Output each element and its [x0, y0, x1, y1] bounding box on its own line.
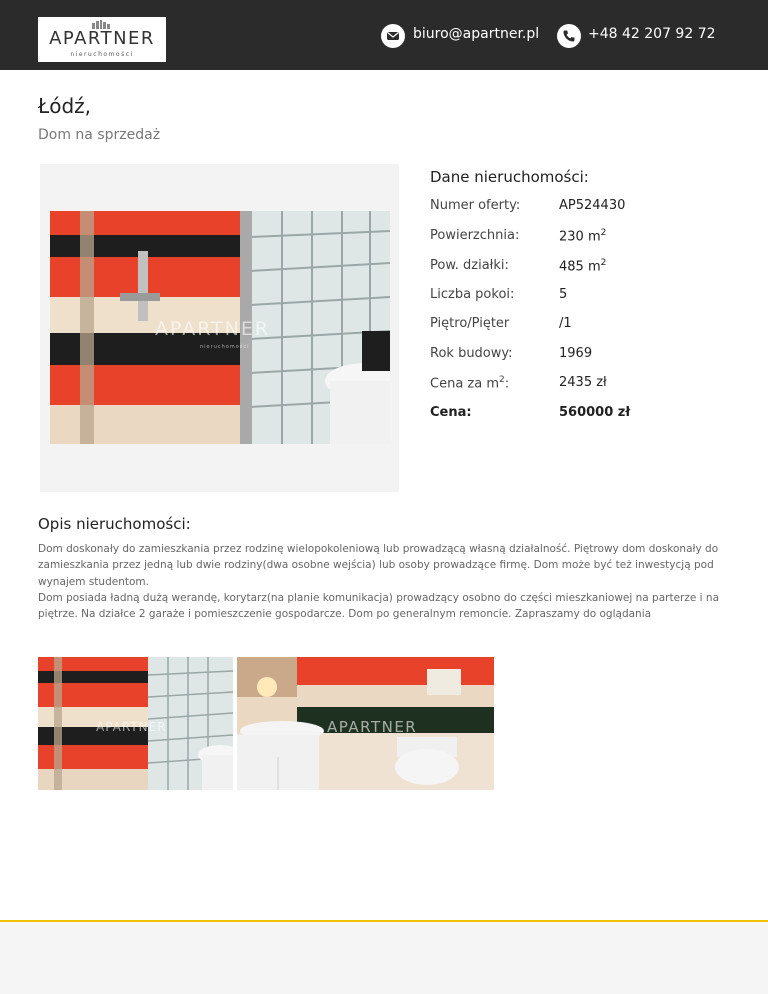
svg-text:APARTNER: APARTNER — [96, 720, 167, 734]
detail-label-floor: Piętro/Pięter — [430, 316, 510, 331]
gallery-thumbnail-1[interactable] — [38, 657, 233, 790]
detail-label-area: Powierzchnia: — [430, 228, 520, 243]
detail-value-year-built: 1969 — [559, 346, 593, 361]
svg-text:APARTNER: APARTNER — [155, 318, 271, 340]
detail-label-rooms: Liczba pokoi: — [430, 287, 515, 302]
logo-tagline: nieruchomości — [70, 51, 134, 58]
email-link[interactable]: biuro@apartner.pl — [413, 26, 540, 42]
site-header — [0, 0, 768, 70]
detail-value-price-per-m2: 2435 zł — [559, 375, 607, 390]
area-unit-exponent: 2 — [600, 228, 607, 238]
description-heading: Opis nieruchomości: — [38, 515, 191, 533]
phone-icon[interactable] — [557, 24, 581, 48]
detail-label-price: Cena: — [430, 405, 472, 420]
main-photo[interactable] — [50, 211, 390, 444]
plot-unit-exponent: 2 — [600, 258, 607, 268]
description-paragraph: Dom posiada ładną dużą werandę, korytarz(na planie komunikacja) prowadzący osobno do części mieszkaniowej na parterze i na piętrze. Na działce 2 garaże i pomieszczenie gospodarcze. Dom po generalnym remoncie. Zapraszamy do oglądania — [38, 591, 720, 621]
svg-text:APARTNER: APARTNER — [327, 718, 418, 736]
page-footer — [0, 922, 768, 994]
detail-label-offer-number: Numer oferty: — [430, 198, 521, 213]
detail-value-offer-number: AP524430 — [559, 198, 626, 213]
svg-text:nieruchomości: nieruchomości — [200, 344, 250, 350]
company-logo[interactable] — [38, 17, 166, 62]
gallery-thumbnail-2[interactable] — [237, 657, 494, 790]
detail-value-floor: /1 — [559, 316, 572, 331]
detail-label-plot-area: Pow. działki: — [430, 258, 509, 273]
detail-label-year-built: Rok budowy: — [430, 346, 513, 361]
listing-type: Dom na sprzedaż — [38, 127, 161, 143]
detail-value-plot-area: 485 $m^2$ — [559, 258, 607, 275]
logo-wordmark: APARTNER — [49, 28, 155, 49]
detail-value-area: 230 $m^2$ — [559, 228, 607, 245]
envelope-icon[interactable] — [381, 24, 405, 48]
main-photo-frame — [40, 164, 399, 492]
detail-label-price-per-m2: Cena za $m^2$: — [430, 375, 510, 392]
listing-city: Łódź, — [38, 94, 92, 118]
detail-value-rooms: 5 — [559, 287, 568, 302]
details-heading: Dane nieruchomości: — [430, 168, 589, 186]
phone-link[interactable]: +48 42 207 92 72 — [588, 26, 716, 42]
description-body — [38, 541, 728, 622]
description-paragraph: Dom doskonały do zamieszkania przez rodzinę wielopokoleniową lub prowadzącą własną działalność. Piętrowy dom doskonały do zamieszkania przez jedną lub dwie rodziny(dwa osobne wejścia) lub osoby prowadzące firmę. Dom może być też inwestycją pod wynajem studentom. — [38, 543, 719, 588]
detail-value-price: 560000 zł — [559, 405, 631, 420]
